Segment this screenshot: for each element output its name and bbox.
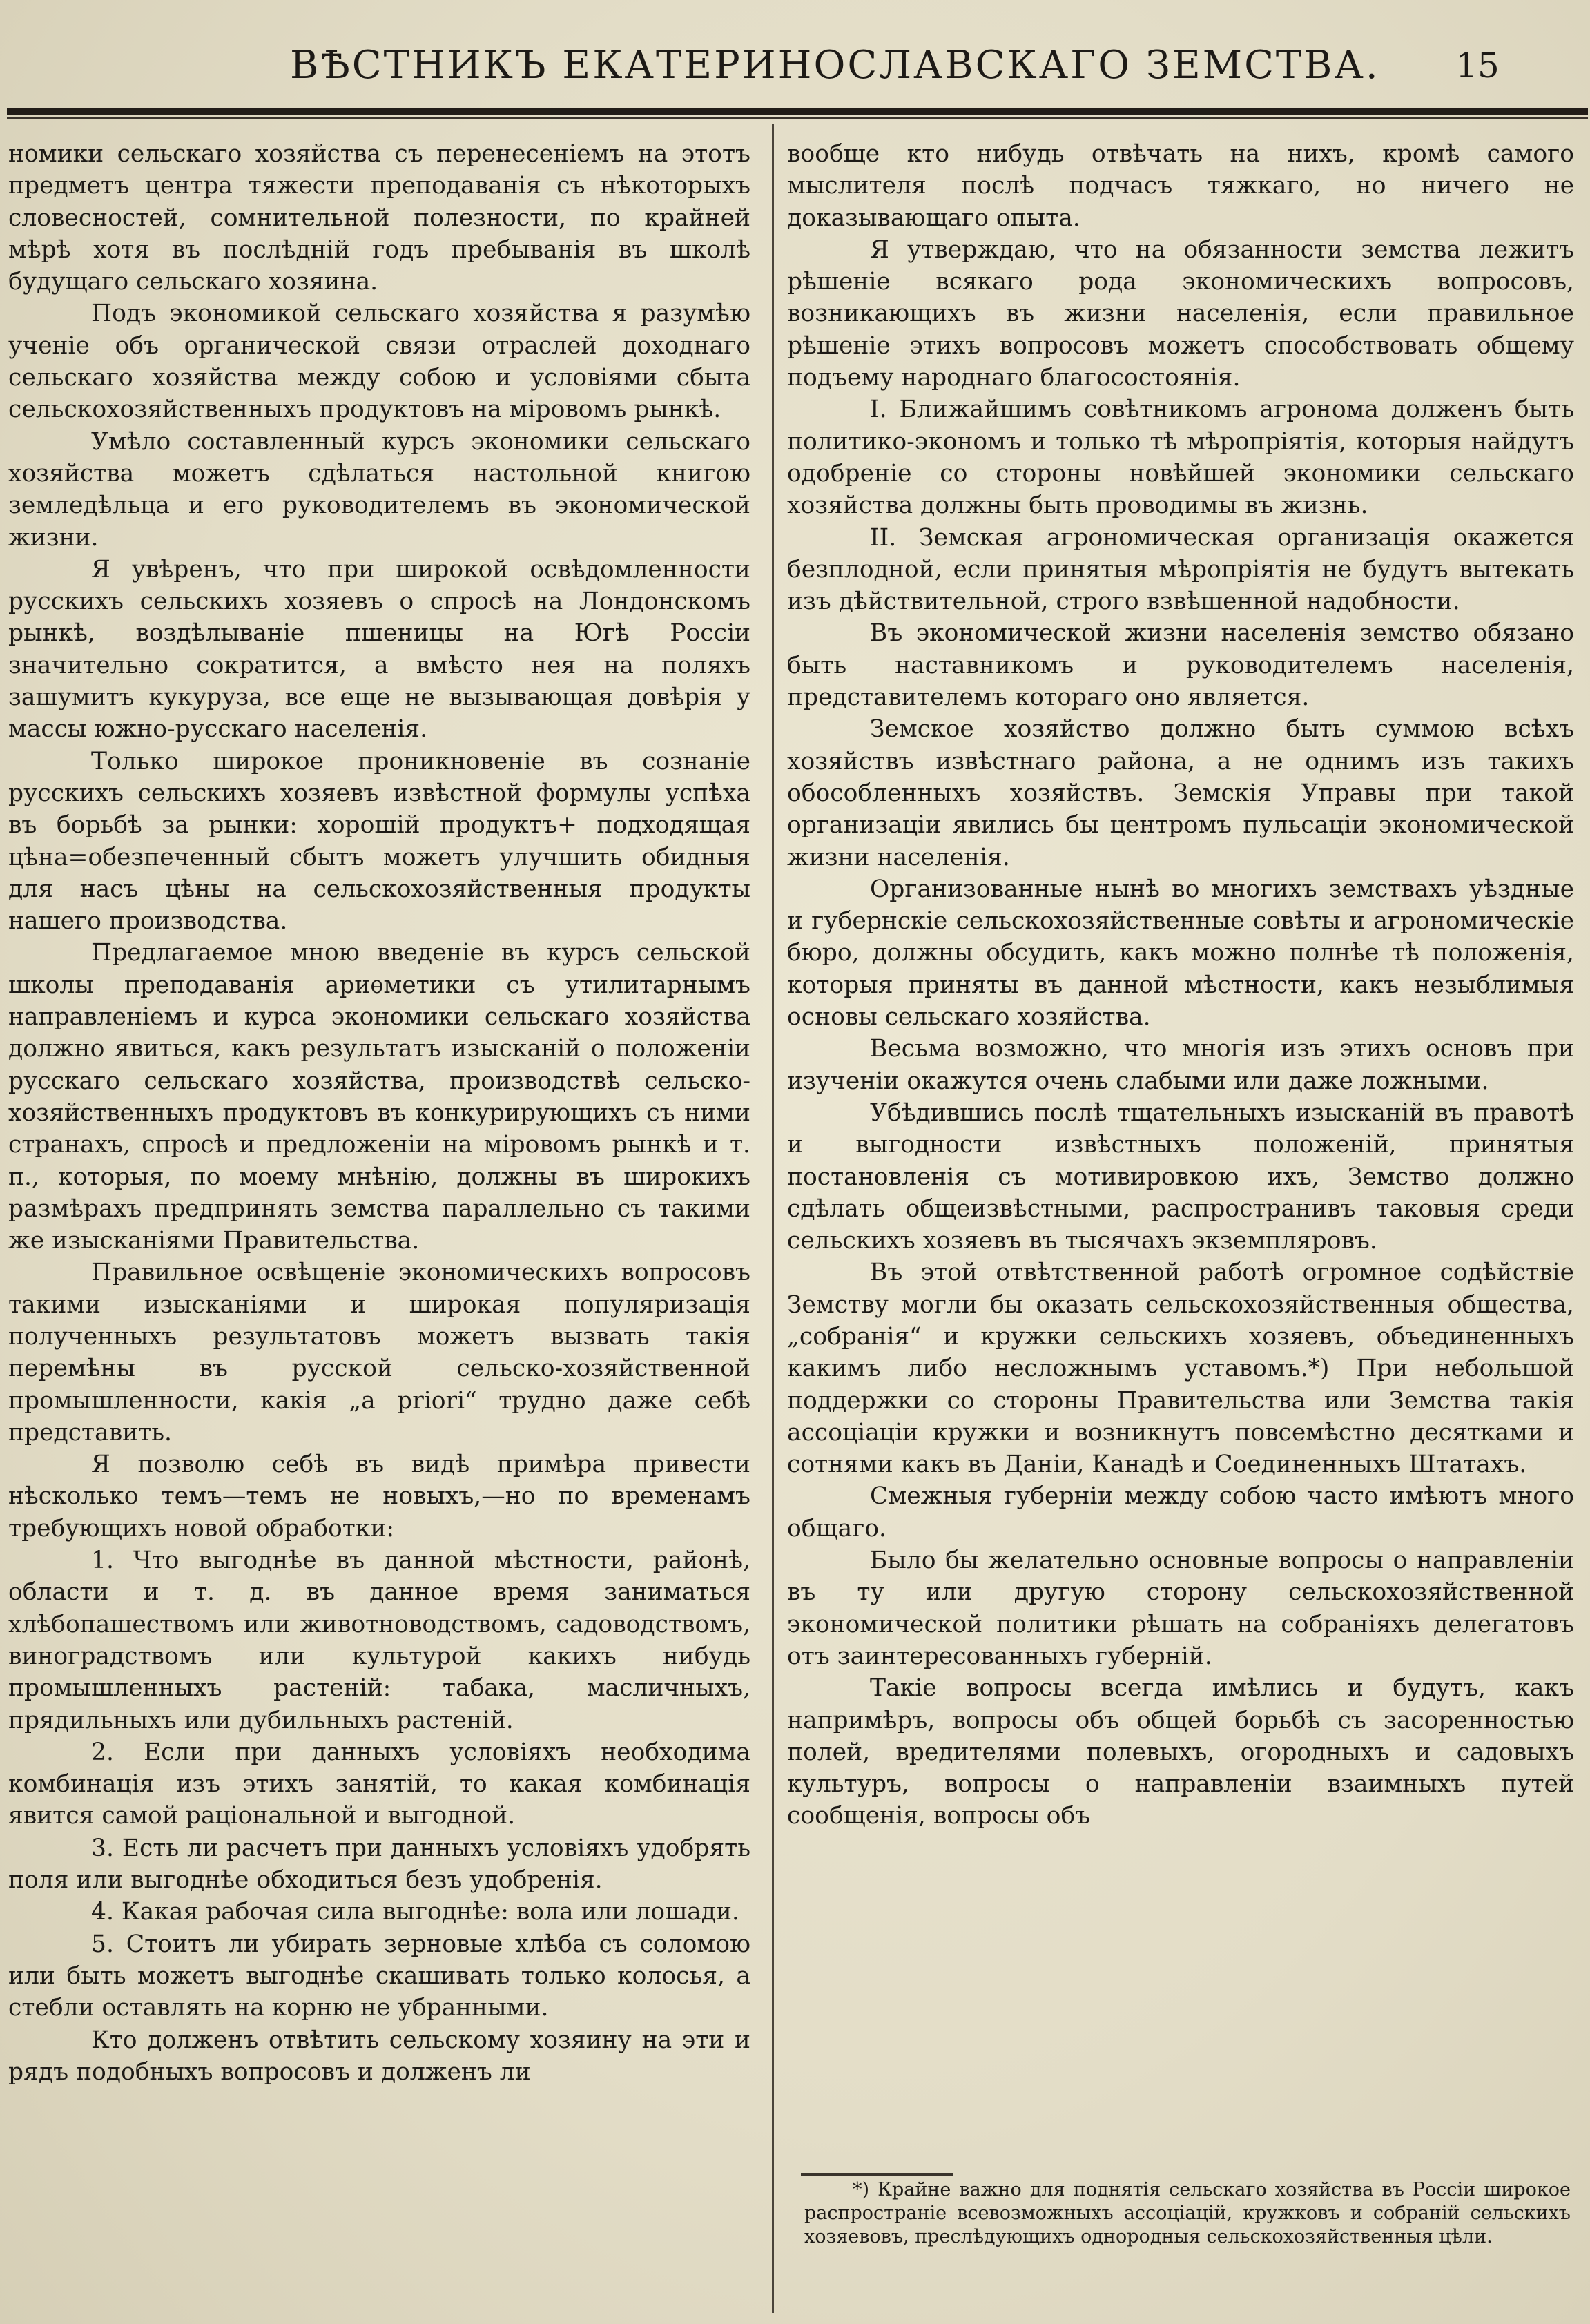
header-rule-thin: [7, 117, 1588, 119]
paragraph: вообще кто нибудь отвѣчать на нихъ, кромѣ самого мыслителя послѣ подчасъ тяжкаго, но ничего не доказывающаго опыта.: [787, 140, 1574, 232]
paragraph: Убѣдившись послѣ тщательныхъ изысканій въ правотѣ и выгодности извѣстныхъ положеній, принятыя постановленія съ мотивировкою ихъ, Земство должно сдѣлать общеизвѣстными, распространивъ таковыя среди сельскихъ хозяевъ въ тысячахъ экземпляровъ.: [787, 1098, 1574, 1255]
footnote: [804, 2178, 1571, 2249]
paragraph: Смежныя губерніи между собою часто имѣютъ много общаго.: [787, 1482, 1574, 1542]
page-number: 15: [1455, 46, 1500, 86]
paragraph: Весьма возможно, что многія изъ этихъ основъ при изученіи окажутся очень слабыми или даже ложными.: [787, 1035, 1574, 1095]
journal-title: ВѢСТНИКЪ ЕКАТЕРИНОСЛАВСКАГО ЗЕМСТВА.: [290, 43, 1380, 88]
list-item: 1. Что выгоднѣе въ данной мѣстности, районѣ, области и т. д. въ данное время заниматься хлѣбопашествомъ или животноводствомъ, садоводствомъ, виноградствомъ или культурой какихъ нибудь промышленныхъ растеній: табака, масличныхъ, прядильныхъ или дубильныхъ растеній.: [8, 1547, 750, 1734]
paragraph: Кто долженъ отвѣтить сельскому хозяину на эти и рядъ подобныхъ вопросовъ и долженъ ли: [8, 2026, 750, 2086]
paragraph: номики сельскаго хозяйства съ перенесеніемъ на этотъ предметъ центра тяжести преподаванія съ нѣкоторыхъ словесностей, сомнительной полезности, по крайней мѣрѣ хотя въ послѣдній годъ пребыванія въ школѣ будущаго сельскаго хозяина.: [8, 140, 750, 296]
list-item: 3. Есть ли расчетъ при данныхъ условіяхъ удобрять поля или выгоднѣе обходиться безъ удобренія.: [8, 1834, 750, 1895]
paragraph: Я утверждаю, что на обязанности земства лежитъ рѣшеніе всякаго рода экономическихъ вопросовъ, возникающихъ въ жизни населенія, если правильное рѣшеніе этихъ вопросовъ можетъ способствовать общему подъему народнаго благосостоянія.: [787, 235, 1574, 392]
paragraph: Земское хозяйство должно быть суммою всѣхъ хозяйствъ извѣстнаго района, а не однимъ изъ такихъ обособленныхъ хозяйствъ. Земскія Управы при такой организаціи явились бы центромъ пульсаціи экономической жизни населенія.: [787, 715, 1574, 871]
paragraph: Правильное освѣщеніе экономическихъ вопросовъ такими изысканіями и широкая популяризація полученныхъ результатовъ можетъ вызвать такія перемѣны въ русской сельско-хозяйственной промышленности, какія „a priori“ трудно даже себѣ представить.: [8, 1259, 750, 1446]
list-item: 5. Стоитъ ли убирать зерновые хлѣба съ соломою или быть можетъ выгоднѣе скашивать только колосья, а стебли оставлять на корню не убранными.: [8, 1930, 750, 2022]
list-item: I. Ближайшимъ совѣтникомъ агронома долженъ быть политико-экономъ и только тѣ мѣропріятія, которыя найдутъ одобреніе со стороны новѣйшей экономики сельскаго хозяйства должны быть проводимы въ жизнь.: [787, 396, 1574, 520]
header-rule-thick: [7, 108, 1588, 115]
paragraph: Организованные нынѣ во многихъ земствахъ уѣздные и губернскіе сельскохозяйственные совѣты и агрономическіе бюро, должны обсудить, какъ можно полнѣе тѣ положенія, которыя приняты въ данной мѣстности, какъ незыблимыя основы сельскаго хозяйства.: [787, 875, 1574, 1032]
right-column: [787, 138, 1574, 1832]
page-header: [207, 38, 1519, 100]
column-divider: [772, 124, 774, 2313]
list-item: II. Земская агрономическая организація окажется безплодной, если принятыя мѣропріятія не будутъ вытекать изъ дѣйствительной, строго взвѣшенной надобности.: [787, 523, 1574, 616]
paragraph: Было бы желательно основные вопросы о направленіи въ ту или другую сторону сельскохозяйственной экономической политики рѣшать на собраніяхъ делегатовъ отъ заинтересованныхъ губерній.: [787, 1547, 1574, 1670]
paragraph: Въ экономической жизни населенія земство обязано быть наставникомъ и руководителемъ населенія, представителемъ котораго оно является.: [787, 619, 1574, 712]
list-item: 4. Какая рабочая сила выгоднѣе: вола или лошади.: [91, 1898, 739, 1926]
paragraph: Я позволю себѣ въ видѣ примѣра привести нѣсколько темъ—темъ не новыхъ,—но по временамъ требующихъ новой обработки:: [8, 1451, 750, 1542]
paragraph: Умѣло составленный курсъ экономики сельскаго хозяйства можетъ сдѣлаться настольной книгою земледѣльца и его руководителемъ въ экономической жизни.: [8, 427, 750, 552]
paragraph: Такіе вопросы всегда имѣлись и будутъ, какъ напримѣръ, вопросы объ общей борьбѣ съ засоренностью полей, вредителями полевыхъ, огородныхъ и садовыхъ культуръ, вопросы о направленіи взаимныхъ путей сообщенія, вопросы объ: [787, 1674, 1574, 1830]
paragraph: Подъ экономикой сельскаго хозяйства я разумѣю ученіе объ органической связи отраслей доходнаго сельскаго хозяйства между собою и условіями сбыта сельскохозяйственныхъ продуктовъ на міровомъ рынкѣ.: [8, 300, 750, 424]
paragraph: Только широкое проникновеніе въ сознаніе русскихъ сельскихъ хозяевъ извѣстной формулы успѣха въ борьбѣ за рынки: хорошій продуктъ+ подходящая цѣна=обезпеченный сбытъ можетъ улучшить обидныя для насъ цѣны на сельскохозяйственныя продукты нашего производства.: [8, 747, 750, 936]
paragraph: Предлагаемое мною введеніе въ курсъ сельской школы преподаванія ариѳметики съ утилитарнымъ направленіемъ и курса экономики сельскаго хозяйства должно явиться, какъ результатъ изысканій о положеніи русскаго сельскаго хозяйства, производствѣ сельско-хозяйственныхъ продуктовъ въ конкурирующихъ съ ними странахъ, спросѣ и предложеніи на міровомъ рынкѣ и т. п., которыя, по моему мнѣнію, должны въ широкихъ размѣрахъ предпринять земства параллельно съ такими же изысканіями Правительства.: [8, 939, 750, 1255]
footnote-rule: [801, 2173, 953, 2176]
left-column: [8, 138, 750, 2088]
paragraph: Я увѣренъ, что при широкой освѣдомленности русскихъ сельскихъ хозяевъ о спросѣ на Лондонскомъ рынкѣ, воздѣлываніе пшеницы на Югѣ Россіи значительно сократится, а вмѣсто нея на поляхъ зашумитъ кукуруза, все еще не вызывающая довѣрія у массы южно-русскаго населенія.: [8, 555, 750, 744]
list-item: 2. Если при данныхъ условіяхъ необходима комбинація изъ этихъ занятій, то какая комбинація явится самой раціональной и выгодной.: [8, 1738, 750, 1830]
paragraph: Въ этой отвѣтственной работѣ огромное содѣйствіе Земству могли бы оказать сельскохозяйственныя общества, „собранія“ и кружки сельскихъ хозяевъ, объединенныхъ какимъ либо несложнымъ уставомъ.*) При небольшой поддержки со стороны Правительства или Земства такія ассоціаціи кружки и возникнутъ повсемѣстно десятками и сотнями какъ въ Даніи, Канадѣ и Соединенныхъ Штатахъ.: [787, 1259, 1574, 1479]
footnote-text: *) Крайне важно для поднятія сельскаго хозяйства въ Россіи широкое распространіе всевозможныхъ ассоціацій, кружковъ и собраній сельскихъ хозяевовъ, преслѣдующихъ однородныя сельскохозяйственныя цѣли.: [804, 2179, 1571, 2247]
